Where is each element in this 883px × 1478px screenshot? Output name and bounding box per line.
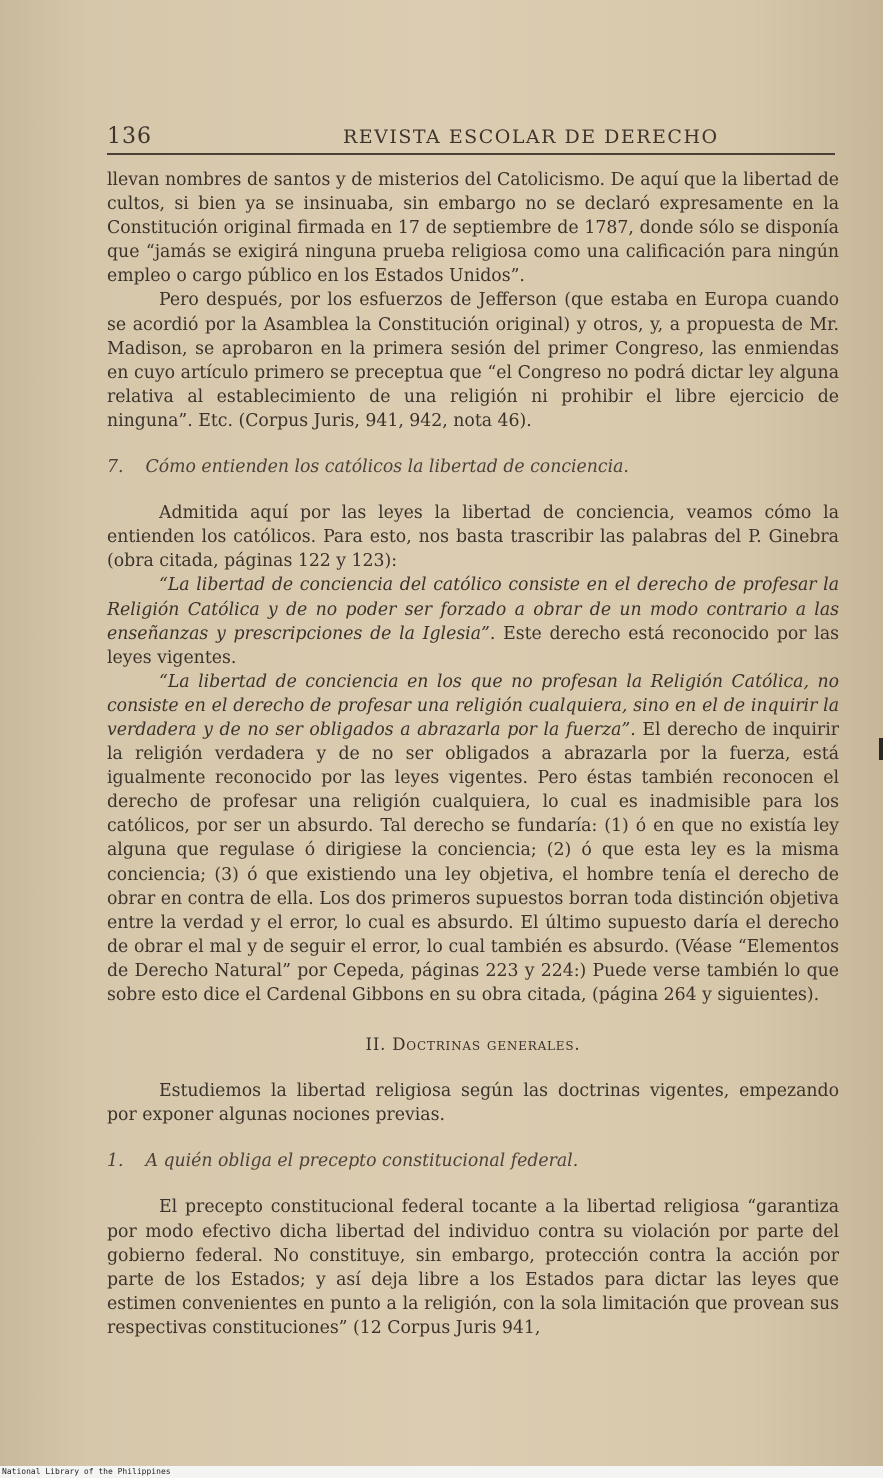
header-rule [107, 153, 835, 155]
paragraph-4-rest: Este derecho está reconocido por las leyes vigentes. [107, 623, 839, 668]
spacer [107, 1007, 839, 1033]
section-1-title: A quién obliga el precepto constitucional federal. [145, 1151, 579, 1172]
paragraph-4 [107, 573, 839, 669]
paragraph-6: Estudiemos la libertad religiosa según las doctrinas vigentes, empezando por exponer algunas nociones previas. [107, 1081, 839, 1126]
paragraph-1: llevan nombres de santos y de misterios del Catolicismo. De aquí que la libertad de cultos, si bien ya se insinuaba, sin embargo no se declaró expresamente en la Constitución original firmada en 17 de septiembre de 1787, donde sólo se disponía que “jamás se exigirá ninguna prueba religiosa como una calificación para ningún empleo o cargo público en los Estados Unidos”. [107, 170, 839, 287]
page-number: 136 [107, 124, 152, 149]
spacer [107, 1127, 839, 1149]
body-text [107, 168, 839, 1340]
paragraph-3: Admitida aquí por las leyes la libertad de conciencia, veamos cómo la entienden los católicos. Para esto, nos basta trascribir las palabras del P. Ginebra (obra citada, páginas 122 y 123): [107, 503, 839, 572]
page-header [107, 124, 835, 154]
section-7-heading [107, 455, 839, 479]
section-7-number: 7. [107, 457, 124, 478]
running-title: REVISTA ESCOLAR DE DERECHO [343, 126, 719, 148]
paragraph-2: Pero después, por los esfuerzos de Jefferson (que estaba en Europa cuando se acordió por la Asamblea la Constitución original) y otros, y, a propuesta de Mr. Madison, se aprobaron en la primera sesión del primer Congreso, las enmiendas en cuyo artículo primero se preceptua que “el Congreso no podrá dictar ley alguna relativa al establecimiento de una religión ni prohibir el libre ejercicio de ninguna”. Etc. (Corpus Juris, 941, 942, nota 46). [107, 290, 839, 431]
spacer [107, 1057, 839, 1079]
part-2-heading: II. Doctrinas generales. [365, 1035, 581, 1055]
library-credit: National Library of the Philippines [2, 1467, 171, 1476]
spacer [107, 433, 839, 455]
paragraph-7: El precepto constitucional federal tocante a la libertad religiosa “garantiza por modo efectivo dicha libertad del individuo contra su violación por parte del gobierno federal. No constituye, sin embargo, protección contra la acción por parte de los Estados; y así deja libre a los Estados para dictar las leyes que estimen convenientes en punto a la religión, con la sola limitación que provean sus respectivas constituciones” (12 Corpus Juris 941, [107, 1197, 839, 1338]
quote-non-catholic-conscience: “La libertad de conciencia en los que no profesan la Religión Católica, no consiste en el derecho de profesar una religión cualquiera, sino en el de inquirir la verdadera y de no ser obligados a abrazarla por la fuerza”. [107, 671, 839, 740]
quote-catholic-conscience: “La libertad de conciencia del católico consiste en el derecho de profesar la Religión Católica y de no poder ser forzado a obrar de un modo contrario a las enseñanzas y prescripciones de la Iglesia”. [107, 575, 839, 644]
spacer [107, 479, 839, 501]
section-7-title: Cómo entienden los católicos la libertad de conciencia. [145, 457, 629, 478]
section-1-heading [107, 1149, 839, 1173]
paragraph-5 [107, 670, 839, 1007]
page-edge-mark [879, 738, 883, 760]
paragraph-5-rest: El derecho de inquirir la religión verdadera y de no ser obligados a abrazarla por la fuerza, está igualmente reconocido por las leyes vigentes. Pero éstas también reconocen el derecho de profesar una religión cualquiera, lo cual es inadmisible para los católicos, por ser un absurdo. Tal derecho se fundaría: (1) ó en que no existía ley alguna que regulase ó dirigiese la conciencia; (2) ó que esta ley es la misma conciencia; (3) ó que existiendo una ley objetiva, el hombre tenía el derecho de obrar en contra de ella. Los dos primeros supuestos borran toda distinción objetiva entre la verdad y el error, lo cual es absurdo. El último supuesto daría el derecho de obrar el mal y de seguir el error, lo cual también es absurdo. (Véase “Elementos de Derecho Natural” por Cepeda, páginas 223 y 224:) Puede verse también lo que sobre esto dice el Cardenal Gibbons en su obra citada, (página 264 y siguientes). [107, 719, 839, 1005]
spacer [107, 1173, 839, 1195]
section-1-number: 1. [107, 1151, 124, 1172]
